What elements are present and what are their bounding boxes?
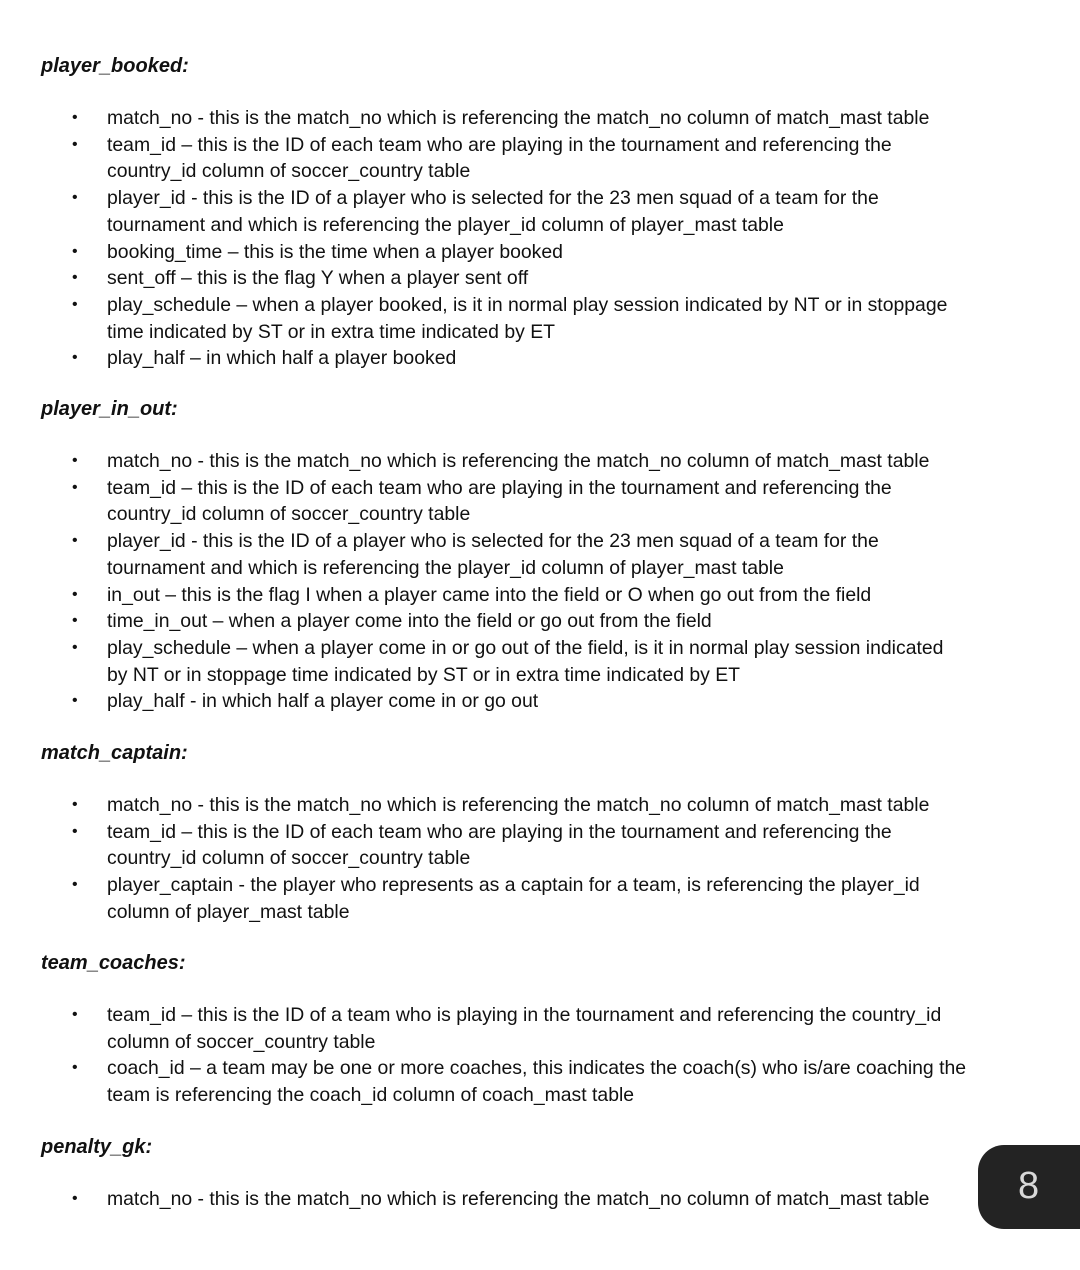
list-item <box>0 582 1080 609</box>
section-heading: team_coaches: <box>41 952 186 974</box>
list-item <box>0 448 1080 475</box>
bullet-list <box>0 448 1080 715</box>
page-number: 8 <box>1018 1165 1040 1207</box>
bullet-icon: • <box>72 452 78 469</box>
page-number-badge <box>978 1145 1080 1229</box>
list-item-text: player_captain - the player who represents as a captain for a team, is referencing the player_id column of player_mast table <box>107 874 920 923</box>
section-heading: match_captain: <box>41 742 188 764</box>
bullet-icon: • <box>72 109 78 126</box>
list-item <box>0 819 1080 872</box>
list-item-text: team_id – this is the ID of each team who are playing in the tournament and referencing the country_id column of soccer_country table <box>107 133 892 183</box>
bullet-icon: • <box>72 242 78 260</box>
list-item-text: match_no - this is the match_no which is referencing the match_no column of match_mast table <box>107 1188 930 1210</box>
list-item-text: team_id – this is the ID of each team who are playing in the tournament and referencing the country_id column of soccer_country table <box>107 820 892 870</box>
list-item <box>0 265 1080 292</box>
bullet-list <box>0 1002 1080 1109</box>
list-item <box>0 528 1080 581</box>
list-item-text: play_half – in which half a player booked <box>107 347 457 370</box>
bullet-list <box>0 1186 1080 1213</box>
list-item <box>0 792 1080 819</box>
list-item-text: in_out – this is the flag I when a player came into the field or O when go out from the field <box>107 583 872 606</box>
list-item <box>0 105 1080 132</box>
section-heading: player_in_out: <box>41 398 178 420</box>
list-item-text: match_no - this is the match_no which is referencing the match_no column of match_mast table <box>107 450 930 472</box>
bullet-list <box>0 105 1080 372</box>
list-item-text: match_no - this is the match_no which is referencing the match_no column of match_mast table <box>107 794 930 816</box>
list-item-text: play_schedule – when a player come in or go out of the field, is it in normal play session indicated by NT or in stoppage time indicated by ST or in extra time indicated by ET <box>107 636 944 686</box>
list-item-text: team_id – this is the ID of a team who is playing in the tournament and referencing the country_id column of soccer_country table <box>107 1004 942 1053</box>
list-item <box>0 1002 1080 1055</box>
bullet-icon: • <box>72 822 78 840</box>
list-item <box>0 239 1080 266</box>
bullet-icon: • <box>72 876 78 894</box>
bullet-icon: • <box>72 612 78 630</box>
list-item-text: sent_off – this is the flag Y when a player sent off <box>107 267 529 290</box>
bullet-icon: • <box>72 1190 78 1207</box>
list-item <box>0 475 1080 528</box>
section-heading: player_booked: <box>41 55 189 77</box>
bullet-icon: • <box>72 638 78 656</box>
list-item-text: player_id - this is the ID of a player who is selected for the 23 men squad of a team for the tournament and which is referencing the player_id column of player_mast table <box>107 187 879 236</box>
bullet-icon: • <box>72 585 78 603</box>
bullet-list <box>0 792 1080 926</box>
bullet-icon: • <box>72 796 78 813</box>
list-item <box>0 1186 1080 1213</box>
list-item <box>0 608 1080 635</box>
bullet-icon: • <box>72 1059 78 1077</box>
list-item <box>0 872 1080 925</box>
list-item <box>0 345 1080 372</box>
list-item-text: match_no - this is the match_no which is referencing the match_no column of match_mast table <box>107 107 930 129</box>
list-item <box>0 132 1080 185</box>
list-item-text: time_in_out – when a player come into the field or go out from the field <box>107 610 712 633</box>
list-item-text: player_id - this is the ID of a player who is selected for the 23 men squad of a team for the tournament and which is referencing the player_id column of player_mast table <box>107 530 879 579</box>
list-item-text: team_id – this is the ID of each team who are playing in the tournament and referencing the country_id column of soccer_country table <box>107 476 892 526</box>
list-item <box>0 185 1080 238</box>
section-heading: penalty_gk: <box>41 1136 153 1158</box>
list-item-text: coach_id – a team may be one or more coaches, this indicates the coach(s) who is/are coaching the team is referencing the coach_id column of coach_mast table <box>107 1057 967 1107</box>
list-item <box>0 688 1080 715</box>
list-item-text: play_schedule – when a player booked, is it in normal play session indicated by NT or in stoppage time indicated by ST or in extra time indicated by ET <box>107 293 948 343</box>
bullet-icon: • <box>72 349 78 367</box>
bullet-icon: • <box>72 1006 78 1023</box>
bullet-icon: • <box>72 295 78 313</box>
bullet-icon: • <box>72 135 78 153</box>
list-item <box>0 635 1080 688</box>
bullet-icon: • <box>72 478 78 496</box>
list-item <box>0 1055 1080 1108</box>
bullet-icon: • <box>72 532 78 550</box>
list-item <box>0 292 1080 345</box>
bullet-icon: • <box>72 189 78 207</box>
bullet-icon: • <box>72 269 78 287</box>
bullet-icon: • <box>72 692 78 710</box>
list-item-text: play_half - in which half a player come in or go out <box>107 690 539 713</box>
list-item-text: booking_time – this is the time when a player booked <box>107 240 563 263</box>
